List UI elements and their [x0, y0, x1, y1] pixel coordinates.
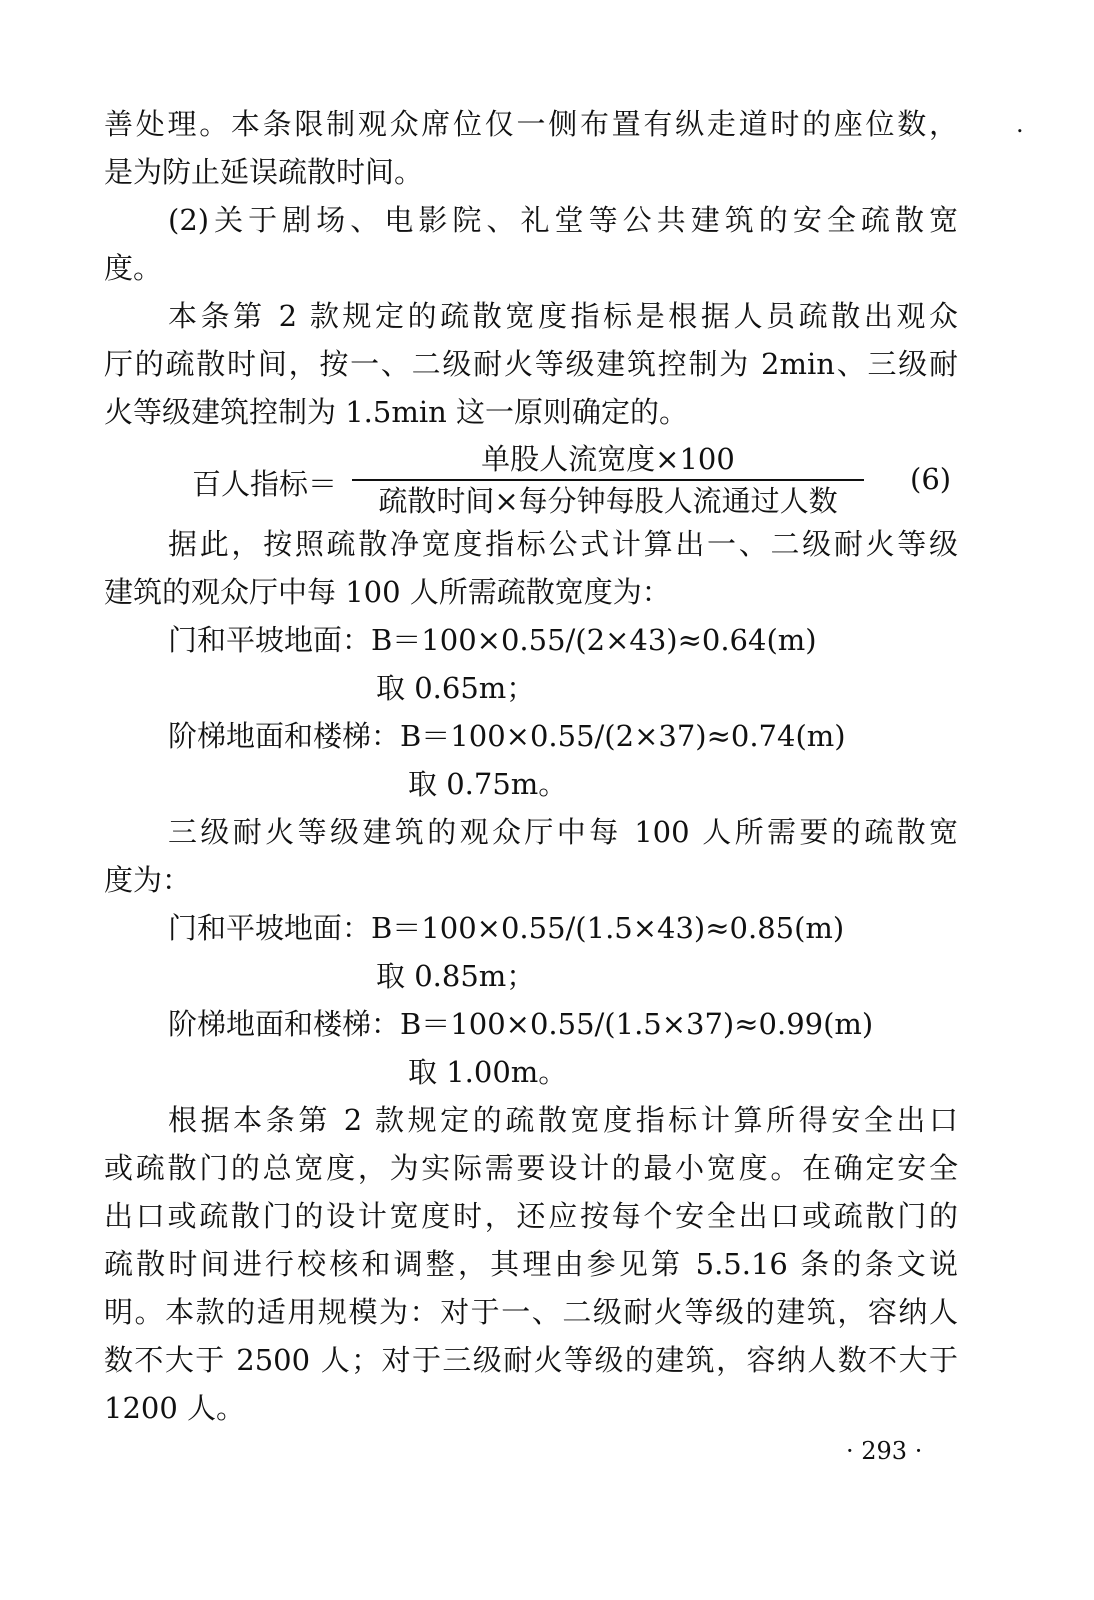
calc-line: 门和平坡地面：B＝100×0.55/(2×43)≈0.64(m) [168, 623, 817, 657]
calc-result: 取 0.75m。 [408, 767, 568, 801]
stray-mark: . [1016, 110, 1024, 138]
text-line: 或疏散门的总宽度，为实际需要设计的最小宽度。在确定安全 [104, 1151, 958, 1185]
formula-6 [192, 440, 972, 520]
calc-result: 取 1.00m。 [408, 1055, 568, 1089]
calc-result: 取 0.65m； [376, 671, 536, 705]
text-line: 据此，按照疏散净宽度指标公式计算出一、二级耐火等级 [168, 527, 958, 561]
calc-line: 阶梯地面和楼梯：B＝100×0.55/(2×37)≈0.74(m) [168, 719, 846, 753]
formula-numerator: 单股人流宽度×100 [481, 442, 735, 476]
calc-result: 取 0.85m； [376, 959, 536, 993]
text-line: 出口或疏散门的设计宽度时，还应按每个安全出口或疏散门的 [104, 1199, 958, 1233]
text-line: 根据本条第 2 款规定的疏散宽度指标计算所得安全出口 [168, 1103, 958, 1137]
text-line: 度。 [104, 251, 163, 285]
formula-denominator: 疏散时间×每分钟每股人流通过人数 [378, 484, 838, 518]
fraction-bar [352, 479, 864, 481]
calc-line: 门和平坡地面：B＝100×0.55/(1.5×43)≈0.85(m) [168, 911, 845, 945]
text-line: 建筑的观众厅中每 100 人所需疏散宽度为： [104, 575, 671, 609]
text-line: 善处理。本条限制观众席位仅一侧布置有纵走道时的座位数， [104, 107, 958, 141]
text-line: 火等级建筑控制为 1.5min 这一原则确定的。 [104, 395, 689, 429]
formula-fraction [352, 440, 864, 520]
text-line: 度为： [104, 863, 192, 897]
text-line: 三级耐火等级建筑的观众厅中每 100 人所需要的疏散宽 [168, 815, 958, 849]
text-line: (2)关于剧场、电影院、礼堂等公共建筑的安全疏散宽 [168, 203, 958, 237]
formula-lhs: 百人指标＝ [192, 467, 338, 501]
text-line: 是为防止延误疏散时间。 [104, 155, 424, 189]
text-line: 本条第 2 款规定的疏散宽度指标是根据人员疏散出观众 [168, 299, 958, 333]
text-line: 厅的疏散时间，按一、二级耐火等级建筑控制为 2min、三级耐 [104, 347, 958, 381]
text-line: 数不大于 2500 人；对于三级耐火等级的建筑，容纳人数不大于 [104, 1343, 958, 1377]
text-line: 1200 人。 [104, 1391, 246, 1425]
text-line: 疏散时间进行校核和调整，其理由参见第 5.5.16 条的条文说 [104, 1247, 958, 1281]
equation-number: (6) [910, 462, 952, 496]
page-number: · 293 · [846, 1437, 923, 1465]
calc-line: 阶梯地面和楼梯：B＝100×0.55/(1.5×37)≈0.99(m) [168, 1007, 874, 1041]
text-line: 明。本款的适用规模为：对于一、二级耐火等级的建筑，容纳人 [104, 1295, 958, 1329]
